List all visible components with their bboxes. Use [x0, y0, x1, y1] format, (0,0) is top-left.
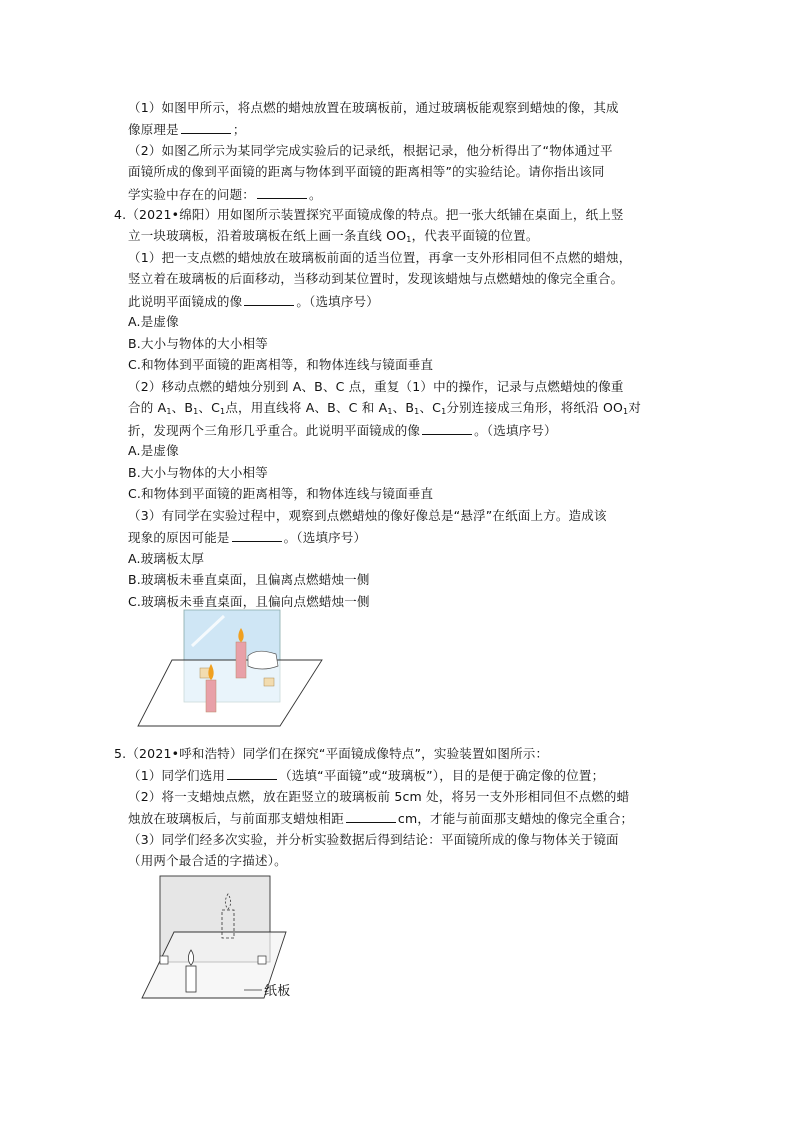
q4-header: 4.（2021•绵阳）用如图所示装置探究平面镜成像的特点。把一张大纸铺在桌面上，纸上竖	[114, 207, 624, 222]
q4-opt1-a: A.是虚像	[128, 314, 179, 329]
q4-text: 对	[628, 400, 642, 415]
q4-part3-line2	[128, 529, 366, 546]
q5-part2-line1: （2）将一支蜡烛点燃，放在距竖立的玻璃板前 5cm 处，将另一支外形相同但不点燃的蜡	[128, 789, 630, 804]
q4-part1-end: 。（选填序号）	[296, 294, 379, 309]
q3-part1-line1: （1）如图甲所示，将点燃的蜡烛放置在玻璃板前，通过玻璃板能观察到蜡烛的像，其成	[128, 100, 619, 115]
q4-text: 点，用直线将 A、B、C 和 A	[225, 400, 388, 415]
q3-part2-line3	[128, 186, 322, 203]
q4-opt1-c: C.和物体到平面镜的距离相等，和物体连线与镜面垂直	[128, 357, 434, 372]
q4-opt3-b: B.玻璃板未垂直桌面，且偏离点燃蜡烛一侧	[128, 572, 370, 587]
q5-part2-line2	[128, 810, 633, 827]
q4-text: 、B	[392, 400, 415, 415]
q4-header-text: 立一块玻璃板，沿着玻璃板在纸上画一条直线 OO	[128, 228, 407, 243]
unlit-candle	[236, 642, 246, 678]
q4-part2-line2	[128, 400, 641, 416]
q5-part1-text: （1）同学们选用	[128, 768, 226, 783]
subscript: 1	[166, 407, 172, 416]
q4-opt2-b: B.大小与物体的大小相等	[128, 465, 268, 480]
q4-candle-figure	[136, 606, 326, 732]
q5-part2-end: cm，才能与前面那支蜡烛的像完全重合；	[397, 811, 634, 826]
q3-part2-line1: （2）如图乙所示为某同学完成实验后的记录纸，根据记录，他分析得出了“物体通过平	[128, 143, 613, 158]
subscript: 1	[387, 407, 393, 416]
q4-part3-end: 。（选填序号）	[283, 530, 367, 545]
q3-part1-line2	[128, 121, 246, 138]
q4-opt1-b: B.大小与物体的大小相等	[128, 336, 268, 351]
q4-part1-line2: 竖立着在玻璃板的后面移动，当移动到某位置时，发现该蜡烛与点燃蜡烛的像完全重合。	[128, 271, 624, 286]
q4-text: 分别连接成三角形，将纸沿 OO	[446, 400, 624, 415]
q3-part2-line2: 面镜所成的像到平面镜的距离与物体到平面镜的距离相等”的实验结论。请你指出该同	[128, 164, 605, 179]
q4-text: 、C	[419, 400, 442, 415]
q5-part1-end: （选填“平面镜”或“玻璃板”），目的是便于确定像的位置；	[279, 768, 605, 783]
q4-part1-line3	[128, 293, 379, 310]
q5-part3-line1: （3）同学们经多次实验，并分析实验数据后得到结论：平面镜所成的像与物体关于镜面	[128, 832, 619, 847]
q4-text: 、B	[171, 400, 194, 415]
support-block-right	[258, 956, 266, 964]
q4-opt2-a: A.是虚像	[128, 443, 179, 458]
support-block-right	[264, 678, 274, 686]
answer-blank[interactable]	[346, 810, 396, 823]
q4-opt2-c: C.和物体到平面镜的距离相等，和物体连线与镜面垂直	[128, 486, 434, 501]
subscript: 1	[414, 407, 420, 416]
q4-header-line2	[128, 228, 539, 244]
q3-part1-end: ；	[232, 122, 246, 137]
q4-part3-line1: （3）有同学在实验过程中，观察到点燃蜡烛的像好像总是“悬浮”在纸面上方。造成该	[128, 508, 607, 523]
q4-opt3-a: A.玻璃板太厚	[128, 551, 205, 566]
answer-blank[interactable]	[257, 186, 307, 199]
hand	[248, 651, 278, 669]
q4-opt3-c: C.玻璃板未垂直桌面，且偏向点燃蜡烛一侧	[128, 594, 370, 609]
q5-part3-line2: （用两个最合适的字描述）。	[128, 853, 287, 868]
answer-blank[interactable]	[244, 293, 294, 306]
q5-apparatus-figure	[140, 872, 300, 1002]
subscript: 1	[406, 235, 412, 244]
support-block-left	[160, 956, 168, 964]
paper-board-label: 纸板	[264, 984, 291, 999]
lit-candle	[206, 680, 216, 712]
q5-part2-text: 烛放在玻璃板后，与前面那支蜡烛相距	[128, 811, 344, 826]
q4-header-end: ，代表平面镜的位置。	[411, 228, 539, 243]
q4-text: 、C	[198, 400, 221, 415]
q4-part2-line1: （2）移动点燃的蜡烛分别到 A、B、C 点，重复（1）中的操作，记录与点燃蜡烛的像重	[128, 379, 624, 394]
answer-blank[interactable]	[232, 529, 282, 542]
answer-blank[interactable]	[227, 767, 277, 780]
q4-part2-end: 。（选填序号）	[474, 423, 557, 438]
q4-part2-text: 折，发现两个三角形几乎重合。此说明平面镜成的像	[128, 423, 421, 438]
real-candle	[186, 966, 196, 992]
q3-part2-end: 。	[309, 187, 322, 202]
paper-sheet	[138, 660, 322, 726]
q4-text: 合的 A	[128, 400, 167, 415]
q4-part2-line3	[128, 422, 557, 439]
q5-part1	[128, 767, 604, 784]
q4-part1-line1: （1）把一支点燃的蜡烛放在玻璃板前面的适当位置，再拿一支外形相同但不点燃的蜡烛，	[128, 250, 632, 265]
q3-part2-text: 学实验中存在的问题：	[128, 187, 256, 202]
subscript: 1	[193, 407, 199, 416]
q4-part3-text: 现象的原因可能是	[128, 530, 230, 545]
subscript: 1	[623, 407, 629, 416]
q3-part1-text: 像原理是	[128, 122, 179, 137]
answer-blank[interactable]	[422, 422, 472, 435]
q4-part1-text: 此说明平面镜成的像	[128, 294, 243, 309]
subscript: 1	[441, 407, 447, 416]
subscript: 1	[220, 407, 226, 416]
answer-blank[interactable]	[181, 121, 231, 134]
q5-header: 5.（2021•呼和浩特）同学们在探究“平面镜成像特点”，实验装置如图所示：	[114, 746, 549, 761]
